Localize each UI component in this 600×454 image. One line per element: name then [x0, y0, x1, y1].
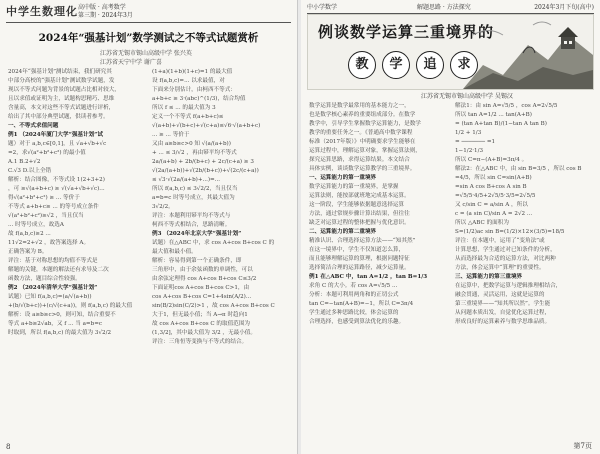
text-line: 一、不等式求值问题 [8, 123, 59, 129]
text-line: 中部分高校的“强基计划”测试数学试题，发 [8, 78, 115, 84]
text-line: 等式 a+b≥2√ab，又 f ... 当 a=b=c [8, 321, 103, 327]
text-line: 试题）已知 f(a,b,c)=(a/√(a+b)) [8, 294, 92, 300]
text-line: 例2 （2024年清华大学“强基计划” [8, 285, 98, 291]
text-line: tan C=−tan(A+B)=−1，所以 C=3π/4 [309, 301, 414, 307]
text-line: =4/5，所以 sin C=sin(A+B) [455, 175, 532, 181]
text-line: 且以求值或证明为主，试题构思精巧、思维 [8, 96, 115, 102]
page-number-left: 8 [6, 443, 11, 451]
text-line: 运算过程中，理解运算对象，掌握运算法则， [309, 148, 421, 154]
right-author: 江苏省无锡市锡山高级中学 吴锡汉 [421, 93, 513, 100]
text-line: 所以 f(a,b,c) ≤ 3√2/2，当且仅当 [152, 186, 238, 192]
text-line: C.√3 D.以上全错 [8, 168, 52, 174]
text-line: 2a/(a+b) + 2b/(b+c) + 2c/(c+a) ≥ 3 [152, 159, 254, 165]
text-line: 在运算中，把数学运算与逻辑推理相结合， [455, 283, 562, 289]
text-line: 形成良好的运算素养与数学思维品质。 [455, 319, 551, 325]
left-page [0, 0, 298, 454]
text-line: 教学的重要任务之一。《普通高中数学课程 [309, 130, 413, 136]
text-line: 例1 在△ABC 中，tan A=1/2 ，tan B=1/3 [309, 274, 428, 280]
right-column-2 [455, 102, 593, 442]
text-line: 解析：结合图像，不等式设 1(2+3+2) [8, 177, 105, 183]
text-line: 大于1，但无最小值；当 A→π 时趋向1 [152, 312, 248, 318]
text-line: 解法2：在△ABC 中，由 sin B=3/5 ，所以 cos B [455, 166, 582, 172]
text-line: 也是数学核心素养的重要组成部分。在数学 [309, 112, 416, 118]
text-line: √(2a/(a+b))+√(2b/(b+c))+√(2c/(c+a)) [152, 168, 259, 174]
right-page [301, 0, 600, 454]
text-line: 又由 a≥b≥c>0 知 √(a/(a+b)) [152, 141, 231, 147]
page-number-right: 第7页 [573, 442, 592, 450]
text-line: 学生通过多种思路比较，体会运算的 [309, 310, 399, 316]
text-line: 故 f(a,b,c)≥2 ... [8, 231, 51, 237]
text-line: 缺乏对运算过程的整体把握与优化意识。 [309, 220, 410, 226]
text-line: 解题的关键，本题的解法还有求导及二次 [8, 267, 109, 273]
text-line: 选择简洁合理的运算路径，减少运算量。 [309, 265, 410, 271]
author-line-2: 江苏省天宁中学 谢广喜 [100, 59, 162, 66]
right-column-1 [309, 102, 447, 442]
text-line: 这一阶段，学生能够依据题意选择运算 [309, 202, 405, 208]
text-line: 精准认识、合理选择运算方法——“知其然” [309, 238, 416, 244]
text-line: S=(1/2)ac sin B=(1/2)×12×(3/5)=18/5 [455, 229, 565, 235]
text-line: 下面来分别估计，由柯西不等式： [152, 87, 236, 93]
text-line: 所以 △ABC 的面积为 [455, 220, 509, 226]
text-line: sin(B/2)sin(C/2)>1 ，故 cos A+cos B+cos C [152, 303, 275, 309]
text-line: 1−1/2·1/3 [455, 148, 484, 154]
banner-title: 例谈数学运算三重境界的 [318, 23, 495, 41]
text-line: 得√(a²+b²+c²) ≥ ... 等价于 [8, 195, 80, 201]
text-line: +(b/√(b+c))+(c/√(c+a))，则 f(a,b,c) 的最大值 [8, 303, 133, 309]
text-line: a+b+c ≥ 3·(abc)^(1/3)，结合均值 [152, 96, 246, 102]
text-line: 评注：本题利用幂平均不等式与 [152, 213, 231, 219]
text-line: 第三重境界——“知其所以然”。学生能 [455, 301, 551, 307]
text-line: 所以 C=π−(A+B)=3π/4 。 [455, 157, 528, 163]
text-line: 求角 C 的大小。若 cos A=√5/5 ... [309, 283, 398, 289]
text-line: 所以 tan A=1/2 ... tan(A+B) [455, 112, 532, 118]
text-line: 1/2 + 1/3 [455, 130, 482, 136]
header-section: 解题思路 · 方法探究 [417, 4, 471, 11]
text-line: =sin A cos B+cos A sin B [455, 184, 527, 190]
text-line: (1+a)(1+b)(1+c)=1 的最大值 [152, 69, 233, 75]
text-line: 正确答案为 B。 [8, 249, 48, 255]
text-line: 数学运算能力的第一重境界，是掌握 [309, 184, 399, 190]
text-line: 又 c/sin C = a/sin A ，所以 [455, 202, 528, 208]
text-line: 计算思想，学生通过对已知条件的分析， [455, 247, 556, 253]
text-line: 运算法则，能按部就班地完成基本运算。 [309, 193, 410, 199]
text-line: 在这一境界中，学生不仅知道怎么算， [309, 247, 405, 253]
text-line: ... 时等号成立，故选A [8, 222, 64, 228]
left-column-1 [8, 68, 144, 446]
text-line: ，可 ≥√(a+b+c) ≥ √(√a+√b+√c)... [8, 186, 105, 192]
text-line: 三角形中，由于余弦函数的单调性，可以 [152, 267, 253, 273]
header-journal: 中小学数学 [307, 4, 338, 11]
text-line: 解析：容易得到第一个正确条件，即 [152, 258, 242, 264]
text-line: 不等式 a+b+c≥ ... 的等号成立条件 [8, 204, 99, 210]
text-line: (1,3/2]，其中最大值为 3/2 ，无最小值。 [152, 330, 256, 336]
text-line: 合理选择，也感受到算法优化的乐趣。 [309, 319, 405, 325]
text-line: 评注：三角恒等变换与不等式的结合。 [152, 339, 248, 345]
article-banner [307, 14, 594, 90]
text-line: √(a+b)+√(b+c)+√(c+a)≤√6·√(a+b+c) [152, 123, 261, 129]
text-line: =√5/5·4/5+2√5/5·3/5=2√5/5 [455, 193, 536, 199]
header-date: 2024年3月下旬(高中) [534, 4, 594, 11]
text-line: 题）对于 a,b,c∈[0,1]，且 √a+√b+√c [8, 141, 107, 147]
text-line: 含量高，本文对这些不等式试题进行评析， [8, 105, 115, 111]
text-line: ... ≥ ... 等价于 [152, 132, 190, 138]
text-line: ≤ √3·√(2a/(a+b)+...)=... [152, 177, 221, 183]
text-line: 解法1：由 sin A=√5/5 ，cos A=2√5/5 [455, 103, 558, 109]
text-line: 设 f(a,b,c)=... 以求最值，对 [152, 78, 225, 84]
text-line: 时取到，所以 f(a,b,c) 的最大值为 3√2/2 [8, 330, 112, 336]
text-line: 下面证明cos A+cos B+cos C>1，由 [152, 285, 250, 291]
landscape-illustration [463, 15, 593, 89]
text-line: 例1 （2024年厦门大学“强基计划”试 [8, 132, 103, 138]
right-page-header [307, 3, 594, 14]
text-line: 具体实例，谈谈数学运算教学的三重境界。 [309, 166, 416, 172]
banner-char-1: 教 [348, 51, 376, 79]
left-column-2 [152, 68, 290, 446]
text-line: 11√2=2+√2 ，故答案选择 A。 [8, 240, 90, 246]
banner-char-4: 求 [450, 51, 478, 79]
banner-subtitle [348, 51, 478, 79]
text-line: 而且能够理解运算的算理，根据问题特征 [309, 256, 410, 262]
text-line: 例3 （2024年北京大学“强基计划” [152, 231, 242, 237]
text-line: a=b=c 时等号成立，其最大值为 [152, 195, 235, 201]
text-line: 所以 f ≤ ... 的最大值为 3 [152, 105, 216, 111]
text-line: 试题）在△ABC 中，求 cos A+cos B+cos C 的 [152, 240, 275, 246]
text-line: 从问题本质出发，自觉优化运算过程， [455, 310, 551, 316]
text-line: A.1 B.2+√2 [8, 159, 41, 165]
text-line: 分析：本题可利用两角和的正切公式 [309, 292, 399, 298]
text-line: 解析：设 a≥b≥c>0，则可知，结合重要不 [8, 312, 116, 318]
text-line: 方法，通过常规步骤计算出结果，但往往 [309, 211, 410, 217]
text-line: 函数方法，题目综合性较强。 [8, 276, 81, 282]
text-line: cos A+cos B+cos C=1+4sin(A/2)... [152, 294, 252, 300]
text-line: + ... ≤ 3/√2 ，再由幂平均不等式 [152, 150, 237, 156]
text-line: 三、运算能力的第三重境界 [455, 274, 523, 280]
text-line: 标准（2017年版）》中明确要求学生能够在 [309, 139, 416, 145]
text-line: = ─────── =1 [455, 139, 496, 145]
text-line: 评注：在本题中，运用了“变角法”或 [455, 238, 545, 244]
text-line: 定义一个不等式 f(a+b+c)≤ [152, 114, 224, 120]
author-line-1: 江苏省无锡市锡山高级中学 张兴英 [100, 50, 192, 57]
banner-char-3: 追 [416, 51, 444, 79]
text-line: 二、运算能力的第二重境界 [309, 229, 377, 235]
text-line: 柯西不等式相结合，思路清晰。 [152, 222, 231, 228]
text-line: 融会贯通，灵活运用，这就是运算的 [455, 292, 545, 298]
text-line: 探究运算思路，求得运算结果。本文结合 [309, 157, 410, 163]
article-title: 2024年“强基计划”数学测试之不等式试题赏析 [38, 32, 259, 44]
text-line: =2，求√(a²+b²+c²) 的最小值 [8, 150, 86, 156]
text-line: 由余弦定理得 cos A+cos B+cos C≤3/2 [152, 276, 257, 282]
banner-char-2: 学 [382, 51, 410, 79]
text-line: 评注：基于对称思想的均值不等式是 [8, 258, 98, 264]
text-line: 方法，体会运算中“算理”的重要性。 [455, 265, 545, 271]
text-line: c = (a sin C)/sin A = 2√2 ... [455, 211, 533, 217]
header-meta: 高中版 · 高考数学 第三期 · 2024年3月 [78, 4, 133, 19]
text-line: 3√2/2。 [152, 204, 174, 210]
text-line: 2024年“强基计划”测试结束，我们研究其 [8, 69, 112, 75]
text-line: 故 cos A+cos B+cos C 的取值范围为 [152, 321, 250, 327]
text-line: 现以不等式问题为背景的试题占比相对较大， [8, 87, 120, 93]
magazine-logo: 中学生数理化 [6, 5, 78, 18]
text-line: 最大值和最小值。 [152, 249, 197, 255]
text-line: 一、运算能力的第一重境界 [309, 175, 377, 181]
text-line: √(a²+b²+c²)≥√2 ，当且仅当 [8, 213, 84, 219]
left-page-header [6, 4, 291, 23]
text-line: 从而选择最为合适的运算方法，对比两种 [455, 256, 556, 262]
text-line: 给出了其中部分典型试题，供读者参考。 [8, 114, 109, 120]
text-line: = (tan A+tan B)/(1−tan A tan B) [455, 121, 547, 127]
text-line: 教学中，引导学生掌握数学运算能力，是数学 [309, 121, 421, 127]
text-line: 数学运算是数学最常用的基本能力之一， [309, 103, 410, 109]
